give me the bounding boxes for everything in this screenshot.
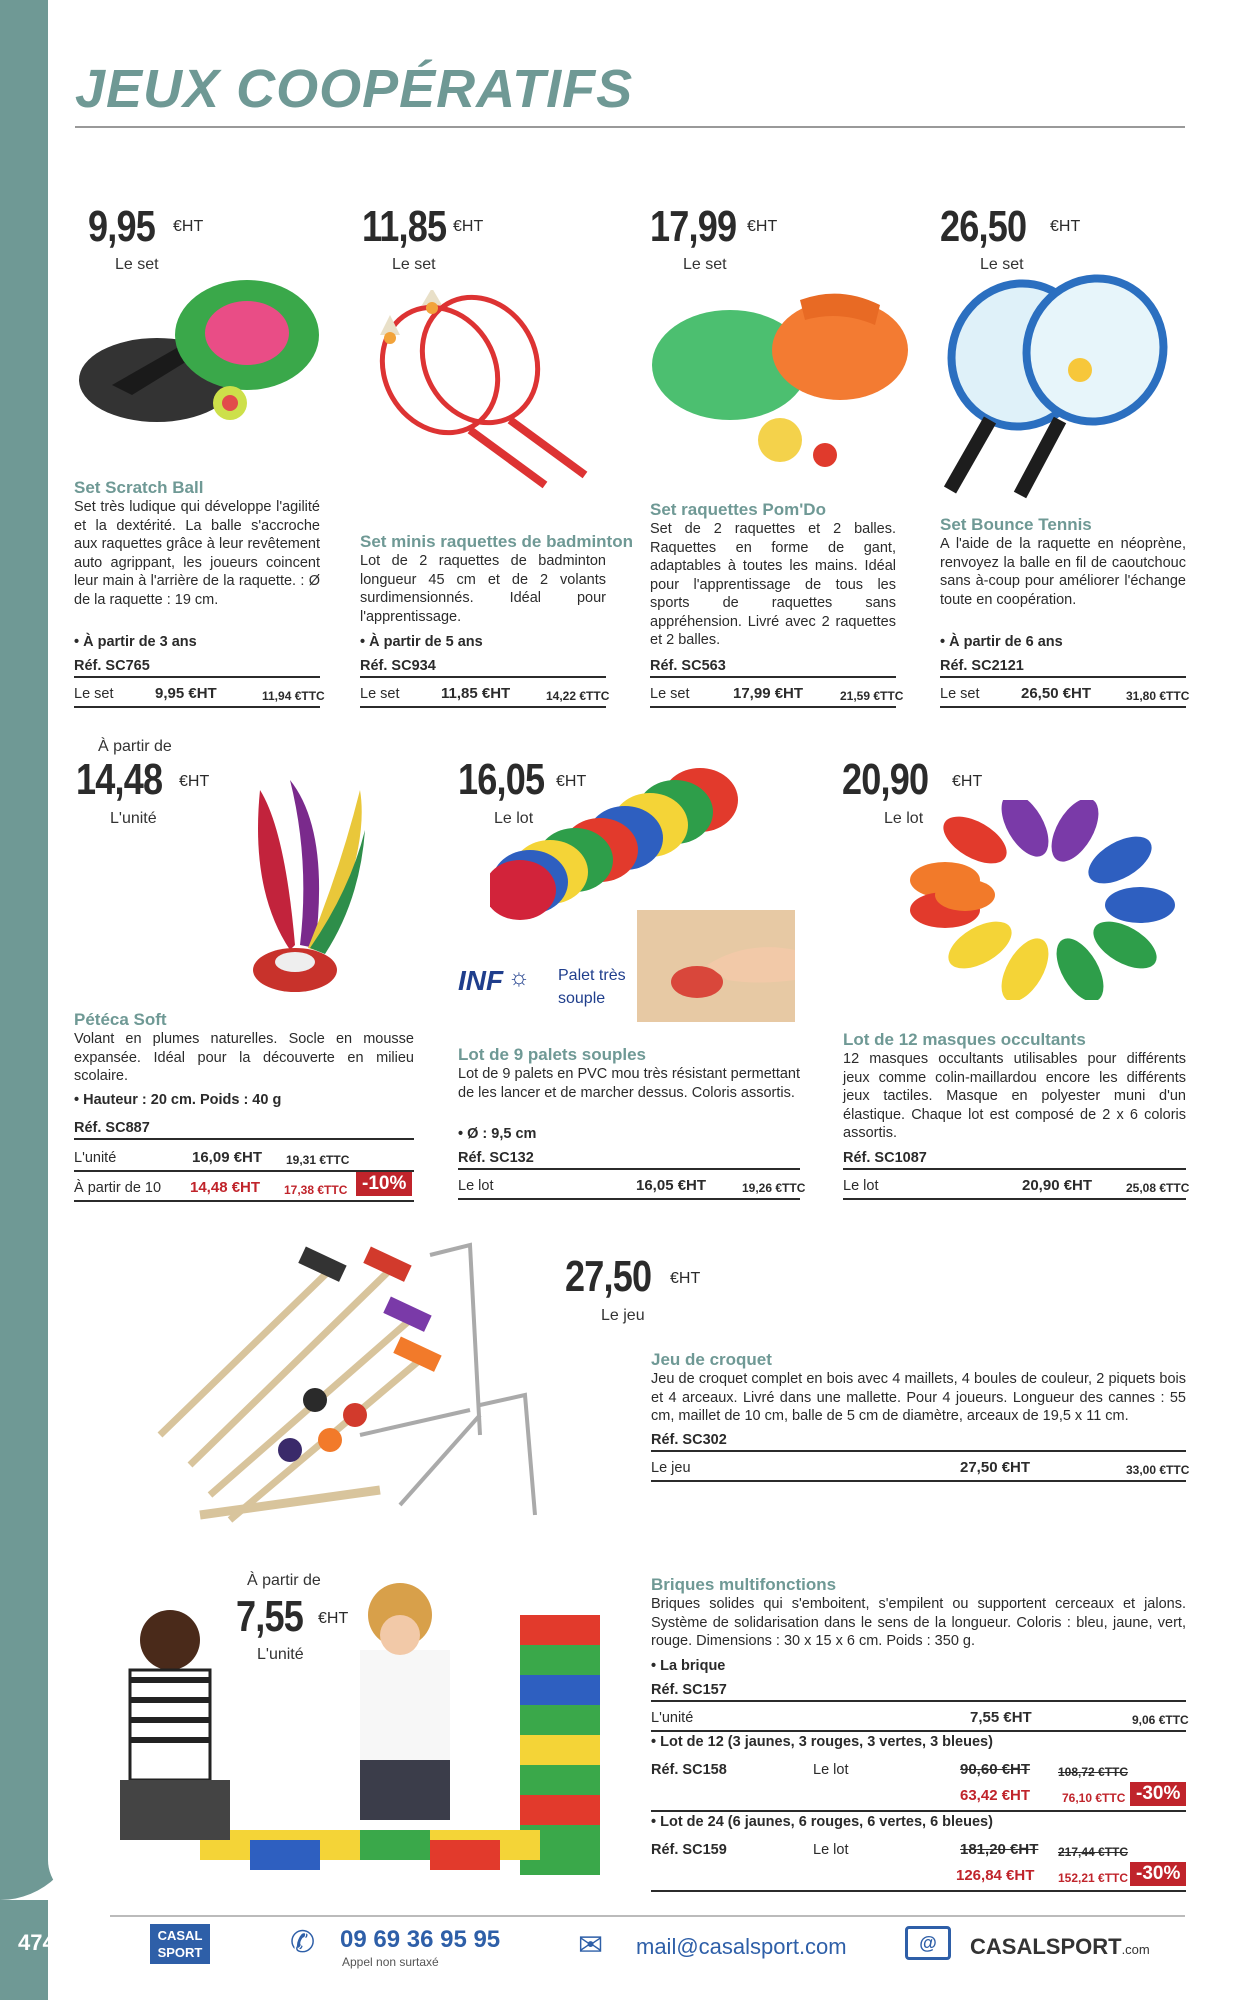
phone-note: Appel non surtaxé (342, 1955, 439, 1969)
row-label: Le lot (813, 1842, 849, 1858)
divider (74, 676, 320, 678)
from-label: À partir de (98, 738, 172, 755)
row-price-ttc: 21,59 €TTC (840, 689, 904, 703)
row-label: Le lot (843, 1178, 879, 1194)
divider (360, 706, 606, 708)
product-ref: Réf. SC157 (651, 1682, 727, 1698)
briques-photo (70, 1580, 640, 1900)
row-price-ht: 27,50 €HT (960, 1459, 1031, 1476)
divider (650, 706, 896, 708)
price-unit: Le set (980, 256, 1024, 273)
row-price-ttc: 33,00 €TTC (1126, 1463, 1190, 1477)
row-price-ht: 126,84 €HT (956, 1867, 1035, 1884)
divider (651, 1890, 1186, 1892)
palet-hand-photo (637, 910, 795, 1022)
row-label: Le set (74, 686, 114, 702)
price-unit: L'unité (257, 1646, 304, 1663)
divider (650, 676, 896, 678)
divider (843, 1168, 1186, 1170)
divider (458, 1168, 800, 1170)
variant-lot-24: • Lot de 24 (6 jaunes, 6 rouges, 6 vertes, 6 bleues) (651, 1814, 993, 1830)
mail-icon: ✉ (578, 1929, 604, 1962)
product-name: Jeu de croquet (651, 1350, 772, 1369)
pomdo-image (650, 280, 910, 480)
price: 14,48 (76, 755, 163, 804)
row-label: À partir de 10 (74, 1180, 162, 1196)
row-price-ttc: 19,31 €TTC (286, 1153, 350, 1167)
row-label: L'unité (651, 1710, 694, 1726)
info-text-line1: Palet très (558, 967, 626, 984)
row-price-ttc: 19,26 €TTC (742, 1181, 806, 1195)
price-unit: Le jeu (601, 1307, 645, 1324)
product-description: Lot de 9 palets en PVC mou très résistant permettant de les lancer et de marcher dessus. Coloris assortis. (458, 1066, 800, 1101)
row-price-ttc: 11,94 €TTC (262, 689, 325, 703)
product-name: Lot de 12 masques occultants (843, 1030, 1086, 1049)
row-price-ht: 26,50 €HT (1021, 685, 1092, 702)
row-label: L'unité (74, 1150, 117, 1166)
logo-line1: CASAL (157, 1928, 203, 1943)
divider (651, 1810, 1186, 1812)
divider (651, 1480, 1186, 1482)
product-age: • À partir de 6 ans (940, 634, 1063, 650)
divider (651, 1450, 1186, 1452)
email-link[interactable]: mail@casalsport.com (636, 1934, 847, 1959)
bounce-tennis-image (930, 270, 1190, 510)
price-unit: Le lot (494, 810, 534, 827)
row-old-price-ht: 181,20 €HT (960, 1841, 1039, 1858)
lightbulb-icon: ☼ (508, 964, 530, 991)
price-ht-label: €HT (556, 773, 587, 790)
palets-image (490, 760, 740, 930)
product-ref: Réf. SC159 (651, 1842, 727, 1858)
price-unit: Le set (683, 256, 727, 273)
product-size: • Hauteur : 20 cm. Poids : 40 g (74, 1092, 282, 1108)
discount-badge: -10% (356, 1172, 412, 1196)
row-price-ttc: 14,22 €TTC (546, 689, 610, 703)
row-label: Le set (360, 686, 400, 702)
divider (458, 1198, 800, 1200)
product-ref: Réf. SC132 (458, 1150, 534, 1166)
casal-sport-logo (150, 1924, 210, 1964)
divider (940, 706, 1186, 708)
product-ref: Réf. SC563 (650, 658, 726, 674)
site-suffix: .com (1121, 1942, 1150, 1957)
discount-badge: -30% (1130, 1862, 1186, 1886)
row-price-ht: 11,85 €HT (441, 685, 511, 702)
row-price-ttc: 17,38 €TTC (284, 1183, 348, 1197)
price-unit: Le set (392, 256, 436, 273)
product-name: Set Bounce Tennis (940, 515, 1092, 534)
row-price-ht: 63,42 €HT (960, 1787, 1031, 1804)
product-name: Pétéca Soft (74, 1010, 167, 1029)
product-name: Set Scratch Ball (74, 478, 204, 497)
row-price-ht: 16,09 €HT (192, 1149, 263, 1166)
price: 16,05 (458, 755, 545, 804)
price: 20,90 (842, 755, 929, 804)
row-label: Le lot (813, 1762, 849, 1778)
row-price-ttc: 152,21 €TTC (1058, 1871, 1129, 1885)
price-ht-label: €HT (453, 218, 484, 235)
product-ref: Réf. SC887 (74, 1120, 150, 1136)
product-size: • Ø : 9,5 cm (458, 1126, 537, 1142)
row-price-ttc: 76,10 €TTC (1062, 1791, 1126, 1805)
price: 26,50 (940, 202, 1027, 251)
price-unit: Le set (115, 256, 159, 273)
website-link[interactable] (970, 1934, 1150, 1960)
site-name: CASALSPORT (970, 1934, 1122, 1959)
divider (74, 1200, 414, 1202)
web-icon: @ (905, 1926, 951, 1960)
product-ref: Réf. SC1087 (843, 1150, 927, 1166)
scratch-ball-image (72, 275, 322, 425)
divider (74, 706, 320, 708)
row-price-ht: 9,95 €HT (155, 685, 217, 702)
product-name: Set minis raquettes de badminton (360, 532, 633, 551)
row-price-ttc: 9,06 €TTC (1132, 1713, 1189, 1727)
row-label: Le lot (458, 1178, 494, 1194)
product-description: A l'aide de la raquette en néoprène, renvoyez la balle en fil de caoutchouc sans à-coup pour améliorer l'échange toute en coopération. (940, 536, 1186, 608)
product-name: Briques multifonctions (651, 1575, 837, 1594)
product-ref: Réf. SC934 (360, 658, 436, 674)
row-label: Le set (650, 686, 690, 702)
row-old-price-ht: 90,60 €HT (960, 1761, 1031, 1778)
row-price-ht: 7,55 €HT (970, 1709, 1032, 1726)
price: 9,95 (88, 202, 155, 251)
product-description: 12 masques occultants utilisables pour différents jeux comme colin-maillardou encore les différents jeux tactiles. Masque en polyester muni d'un élastique. Chaque lot est composé de 2 x 6 coloris assortis. (843, 1051, 1186, 1141)
row-price-ht: 16,05 €HT (636, 1177, 707, 1194)
product-description: Briques solides qui s'emboitent, s'empilent ou supportent cerceaux et jalons. Système de solidarisation dans le sens de la longueur. Coloris : bleu, jaune, vert, rouge. Dimensions : 30 x 15 x 6 cm. Poids : 350 g. (651, 1596, 1186, 1649)
product-description: Lot de 2 raquettes de badminton longueur 45 cm et de 2 volants surdimensionnés. Idéal pour l'apprentissage. (360, 553, 606, 625)
info-logo: INF (458, 965, 504, 996)
divider (74, 1138, 414, 1140)
product-description: Volant en plumes naturelles. Socle en mousse expansée. Idéal pour la découverte en milieu scolaire. (74, 1031, 414, 1084)
title-rule (75, 126, 1185, 128)
from-label: À partir de (247, 1572, 321, 1589)
divider (651, 1730, 1186, 1732)
price: 7,55 (236, 1592, 303, 1641)
variant-single: • La brique (651, 1658, 726, 1674)
phone-number[interactable]: 09 69 36 95 95 (340, 1926, 501, 1953)
divider (843, 1198, 1186, 1200)
discount-badge: -30% (1130, 1782, 1186, 1806)
product-description: Set de 2 raquettes et 2 balles. Raquettes en forme de gant, adaptables à toutes les mains. Idéal pour l'apprentissage de tous les sports de raquettes sans appréhension. Livré avec 2 raquettes et 2 balles. (650, 521, 896, 648)
row-label: Le jeu (651, 1460, 691, 1476)
price: 11,85 (362, 202, 447, 251)
phone-icon: ✆ (290, 1926, 316, 1959)
row-label: Le set (940, 686, 980, 702)
badminton-image (360, 290, 610, 510)
price: 27,50 (565, 1252, 652, 1301)
product-age: • À partir de 3 ans (74, 634, 197, 650)
row-price-ht: 14,48 €HT (190, 1179, 261, 1196)
product-name: Set raquettes Pom'Do (650, 500, 826, 519)
row-old-price-ttc: 217,44 €TTC (1058, 1845, 1129, 1859)
variant-lot-12: • Lot de 12 (3 jaunes, 3 rouges, 3 vertes, 3 bleues) (651, 1734, 993, 1750)
product-ref: Réf. SC2121 (940, 658, 1024, 674)
divider (651, 1700, 1186, 1702)
row-price-ht: 20,90 €HT (1022, 1177, 1093, 1194)
price-unit: Le lot (884, 810, 924, 827)
logo-line2: SPORT (157, 1945, 203, 1960)
row-price-ttc: 31,80 €TTC (1126, 689, 1190, 703)
masques-image (905, 800, 1185, 1000)
row-price-ttc: 25,08 €TTC (1126, 1181, 1190, 1195)
row-old-price-ttc: 108,72 €TTC (1058, 1765, 1129, 1779)
product-ref: Réf. SC158 (651, 1762, 727, 1778)
page-number: 474 (18, 1930, 55, 1955)
row-price-ht: 17,99 €HT (733, 685, 804, 702)
product-description: Jeu de croquet complet en bois avec 4 maillets, 4 boules de couleur, 2 piquets bois et 4 arceaux. Livré dans une mallette. Pour 4 joueurs. Longueur des cannes : 55 cm, maillet de 10 cm, balle de 5 cm de diamètre, arceaux de 19,5 x 11 cm. (651, 1371, 1186, 1424)
product-ref: Réf. SC302 (651, 1432, 727, 1448)
price-ht-label: €HT (747, 218, 778, 235)
divider (940, 676, 1186, 678)
product-age: • À partir de 5 ans (360, 634, 483, 650)
croquet-image (150, 1235, 550, 1535)
price-ht-label: €HT (318, 1610, 349, 1627)
product-description: Set très ludique qui développe l'agilité et la dextérité. La balle s'accroche aux raquettes grâce à leur revêtement auto agrippant, les joueurs coincent leur main à l'arrière de la raquette. : Ø de la raquette : 19 cm. (74, 499, 320, 608)
price-ht-label: €HT (952, 773, 983, 790)
product-name: Lot de 9 palets souples (458, 1045, 646, 1064)
divider (360, 676, 606, 678)
price-unit: L'unité (110, 810, 157, 827)
price-ht-label: €HT (670, 1270, 701, 1287)
price-ht-label: €HT (1050, 218, 1081, 235)
info-text-line2: souple (558, 990, 606, 1007)
price-ht-label: €HT (179, 773, 210, 790)
product-ref: Réf. SC765 (74, 658, 150, 674)
page-title: JEUX COOPÉRATIFS (75, 59, 634, 119)
price: 17,99 (650, 202, 737, 251)
peteca-image (230, 770, 370, 1010)
price-ht-label: €HT (173, 218, 204, 235)
footer-rule (110, 1915, 1185, 1917)
